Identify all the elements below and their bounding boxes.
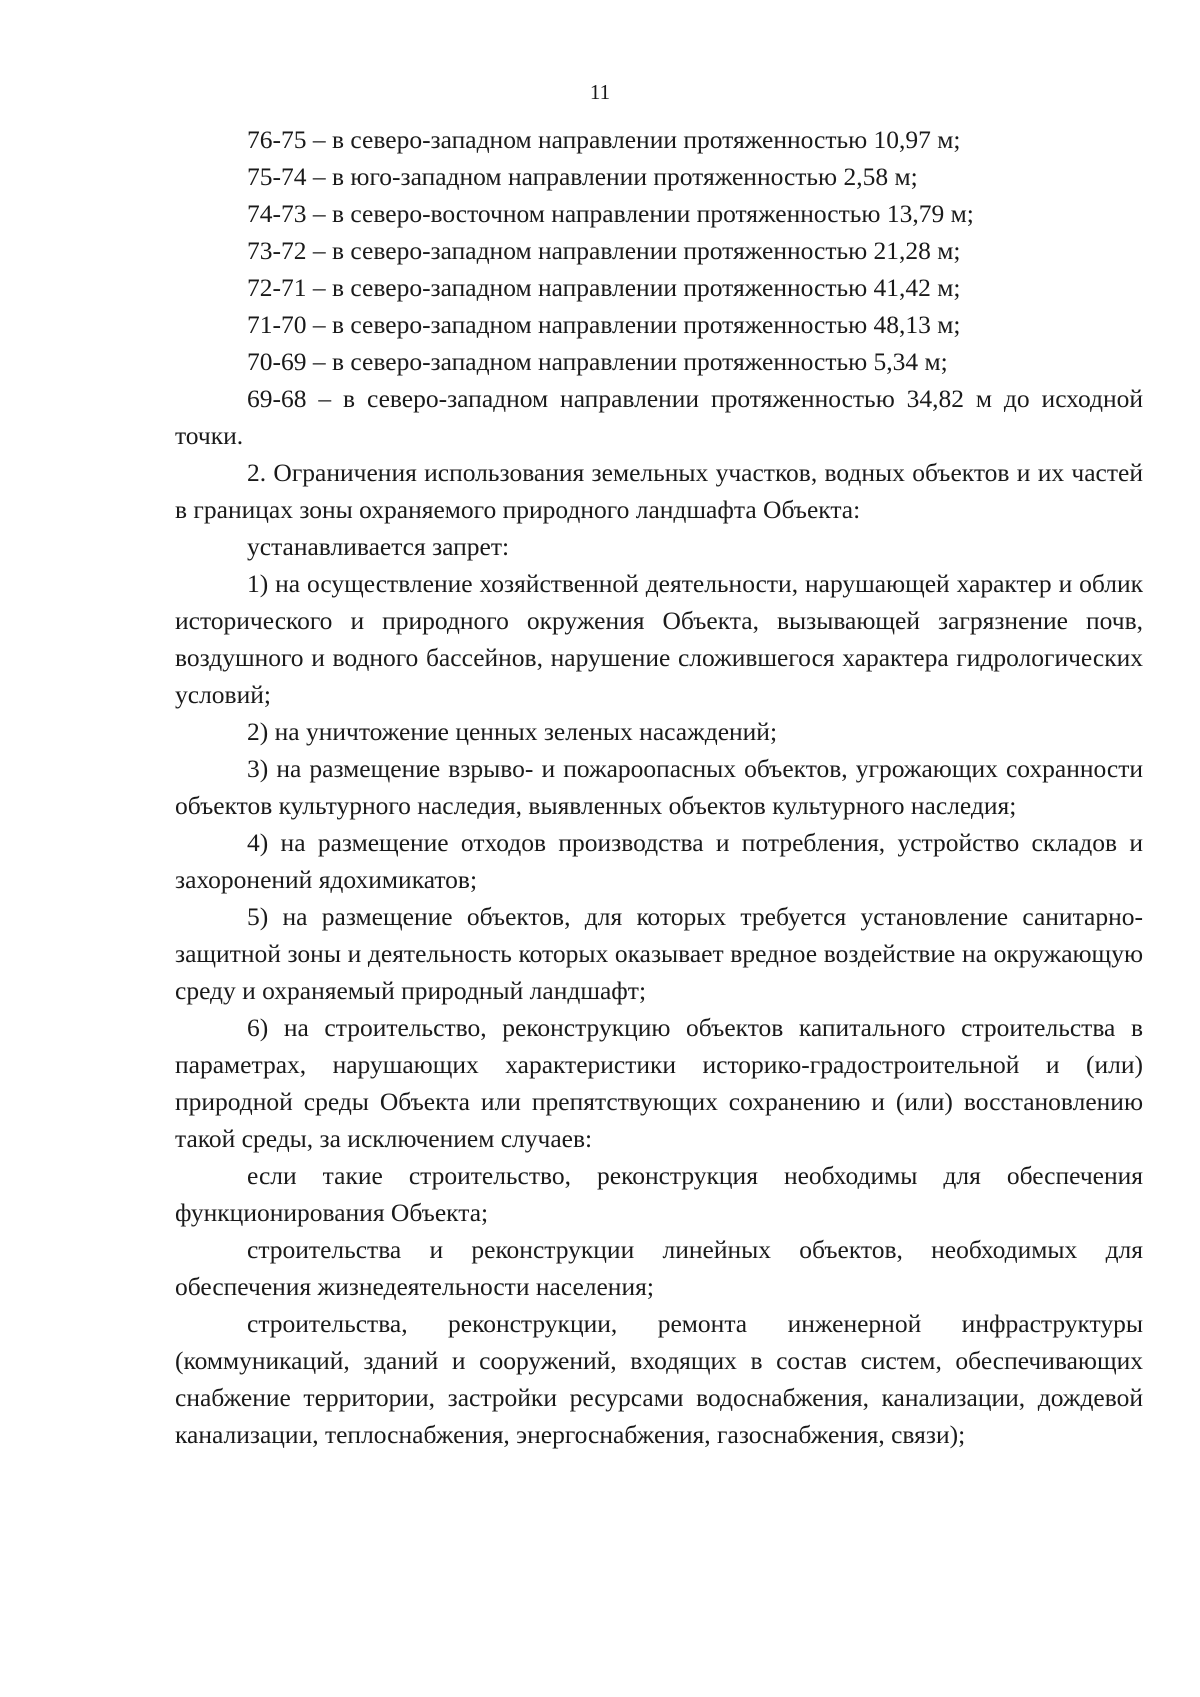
boundary-line-74-73: 74-73 – в северо-восточном направлении протяженностью 13,79 м;	[247, 199, 974, 228]
document-body	[175, 121, 1143, 1453]
boundary-line-71-70: 71-70 – в северо-западном направлении протяженностью 48,13 м;	[247, 310, 961, 339]
boundary-line-70-69: 70-69 – в северо-западном направлении протяженностью 5,34 м;	[247, 347, 948, 376]
boundary-line-72-71: 72-71 – в северо-западном направлении протяженностью 41,42 м;	[247, 273, 961, 302]
prohibition-item-2: 2) на уничтожение ценных зеленых насаждений;	[247, 717, 778, 746]
exception-engineering-infrastructure: строительства, реконструкции, ремонта инженерной инфраструктуры (коммуникаций, зданий и сооружений, входящих в состав систем, обеспечивающих снабжение территории, застройки ресурсами водоснабжения, канализации, дождевой канализации, теплоснабжения, энергоснабжения, газоснабжения, связи);	[175, 1309, 1143, 1449]
section-2-heading: 2. Ограничения использования земельных участков, водных объектов и их частей в границах зоны охраняемого природного ландшафта Объекта:	[175, 458, 1143, 524]
prohibition-item-6: 6) на строительство, реконструкцию объектов капитального строительства в параметрах, нарушающих характеристики историко-градостроительной и (или) природной среды Объекта или препятствующих сохранению и (или) восстановлению такой среды, за исключением случаев:	[175, 1013, 1143, 1153]
page-number: 11	[589, 80, 611, 104]
prohibition-item-3: 3) на размещение взрыво- и пожароопасных объектов, угрожающих сохранности объектов культурного наследия, выявленных объектов культурного наследия;	[175, 754, 1143, 820]
boundary-line-73-72: 73-72 – в северо-западном направлении протяженностью 21,28 м;	[247, 236, 961, 265]
exception-object-functioning: если такие строительство, реконструкция необходимы для обеспечения функционирования Объекта;	[175, 1161, 1143, 1227]
boundary-line-76-75: 76-75 – в северо-западном направлении протяженностью 10,97 м;	[247, 125, 961, 154]
boundary-line-75-74: 75-74 – в юго-западном направлении протяженностью 2,58 м;	[247, 162, 918, 191]
prohibition-item-1: 1) на осуществление хозяйственной деятельности, нарушающей характер и облик исторического и природного окружения Объекта, вызывающей загрязнение почв, воздушного и водного бассейнов, нарушение сложившегося характера гидрологических условий;	[175, 569, 1143, 709]
prohibition-item-5: 5) на размещение объектов, для которых требуется установление санитарно-защитной зоны и деятельность которых оказывает вредное воздействие на окружающую среду и охраняемый природный ландшафт;	[175, 902, 1143, 1005]
prohibition-intro: устанавливается запрет:	[247, 532, 510, 561]
boundary-line-69-68: 69-68 – в северо-западном направлении протяженностью 34,82 м до исходной точки.	[175, 384, 1143, 450]
prohibition-item-4: 4) на размещение отходов производства и потребления, устройство складов и захоронений ядохимикатов;	[175, 828, 1143, 894]
exception-linear-objects: строительства и реконструкции линейных объектов, необходимых для обеспечения жизнедеятельности населения;	[175, 1235, 1143, 1301]
